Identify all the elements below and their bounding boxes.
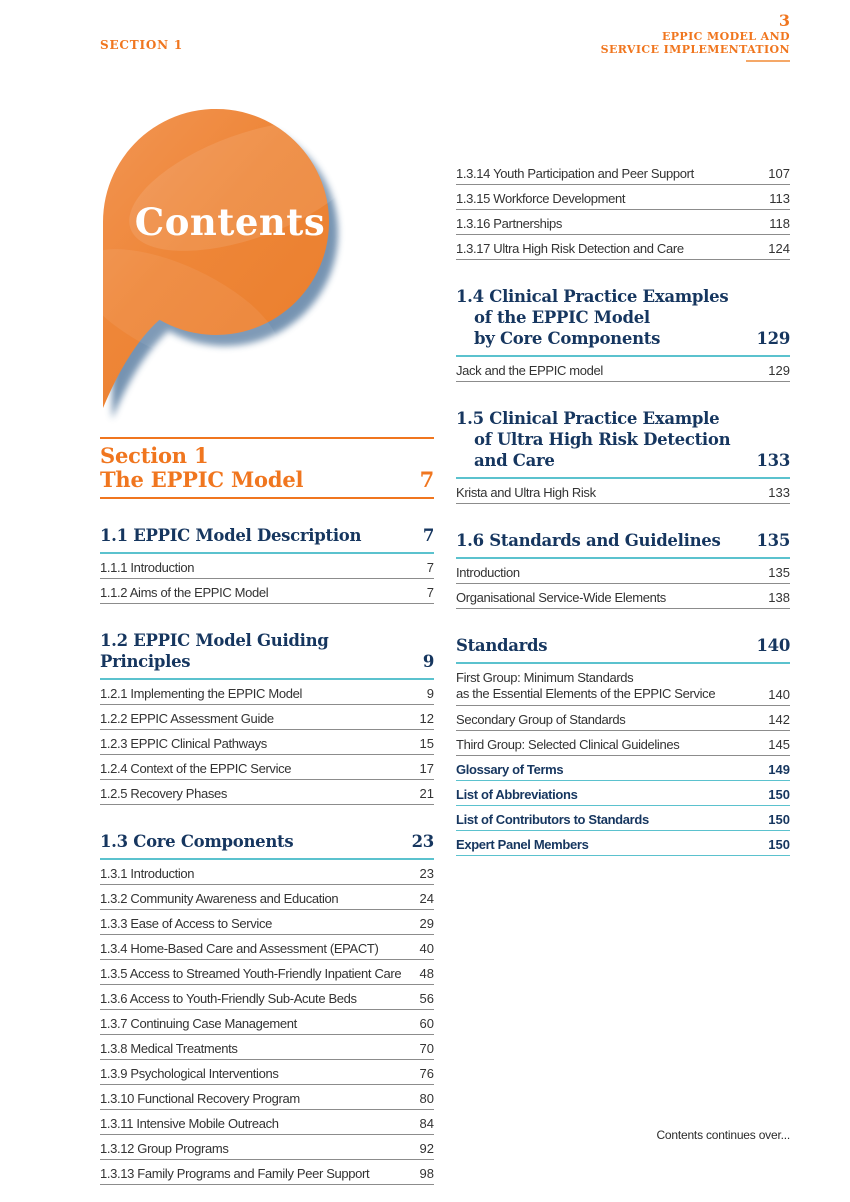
- toc-entry-page: 7: [426, 560, 434, 575]
- toc-entry: [456, 235, 790, 260]
- group-title-last-line: [100, 630, 434, 672]
- toc-entry: [456, 706, 790, 731]
- toc-group-heading: [100, 525, 434, 554]
- toc-entry-label: 1.3.10 Functional Recovery Program: [100, 1091, 300, 1106]
- toc-entry-page: 149: [768, 762, 790, 777]
- group-title-last-line: [456, 530, 790, 551]
- toc-entry: [456, 664, 790, 706]
- toc-entry-page: 133: [768, 485, 790, 500]
- document-title-line2: SERVICE IMPLEMENTATION: [600, 43, 790, 56]
- toc-entry: [100, 935, 434, 960]
- toc-entry-label: 1.3.13 Family Programs and Family Peer Support: [100, 1166, 370, 1181]
- toc-entry: [456, 357, 790, 382]
- toc-entry-label: 1.3.7 Continuing Case Management: [100, 1016, 297, 1031]
- toc-entry-label: 1.3.8 Medical Treatments: [100, 1041, 238, 1056]
- toc-entry: [456, 781, 790, 806]
- toc-entry: [456, 210, 790, 235]
- document-title-line1: EPPIC MODEL AND: [661, 30, 790, 43]
- toc-entry-page: 17: [419, 761, 434, 776]
- group-title-line: 1.1 EPPIC Model Description: [100, 526, 362, 545]
- toc-entry-page: 107: [768, 166, 790, 181]
- toc-entry-label: 1.2.3 EPPIC Clinical Pathways: [100, 736, 267, 751]
- toc-entry-label: Secondary Group of Standards: [456, 712, 626, 727]
- toc-entry-label: 1.3.4 Home-Based Care and Assessment (EPACT): [100, 941, 379, 956]
- toc-entry: [100, 1035, 434, 1060]
- group-title-line: 1.6 Standards and Guidelines: [456, 531, 721, 550]
- toc-entry-page: 124: [768, 241, 790, 256]
- toc-group: [456, 408, 790, 504]
- toc-entry: [456, 831, 790, 856]
- toc-entry: [456, 731, 790, 756]
- toc-entry-page: 118: [769, 216, 790, 231]
- section-title-line: Section 1: [100, 443, 209, 468]
- toc-entry-page: 60: [419, 1016, 434, 1031]
- group-page-number: 23: [411, 832, 434, 851]
- toc-entry: [100, 780, 434, 805]
- group-title-last-line: [100, 831, 434, 852]
- toc-entry-page: 9: [426, 686, 434, 701]
- group-page-number: 129: [756, 329, 790, 348]
- toc-entry-label: 1.3.15 Workforce Development: [456, 191, 626, 206]
- toc-entry-label: Introduction: [456, 565, 520, 580]
- toc-entry: [100, 1010, 434, 1035]
- section-title-line: The EPPIC Model: [100, 467, 304, 492]
- toc-entry-label-line: as the Essential Elements of the EPPIC Service: [456, 686, 716, 701]
- toc-group: [100, 831, 434, 1185]
- toc-group: [456, 530, 790, 609]
- toc-entry-page: 140: [768, 687, 790, 702]
- toc-entry-label: Krista and Ultra High Risk: [456, 485, 596, 500]
- toc-entry-page: 24: [419, 891, 434, 906]
- toc-entry: [100, 1060, 434, 1085]
- toc-entry-page: 113: [769, 191, 790, 206]
- header-section-label: SECTION 1: [100, 38, 184, 52]
- toc-entry-label: Glossary of Terms: [456, 762, 564, 777]
- toc-entry-page: 70: [419, 1041, 434, 1056]
- group-page-number: 9: [422, 652, 434, 671]
- toc-entry-page: 76: [419, 1066, 434, 1081]
- toc-entry: [456, 559, 790, 584]
- toc-entry-label: 1.3.1 Introduction: [100, 866, 195, 881]
- toc-group: [456, 635, 790, 856]
- toc-entry-page: 48: [419, 966, 434, 981]
- toc-entry-label: 1.3.9 Psychological Interventions: [100, 1066, 279, 1081]
- toc-entry: [100, 755, 434, 780]
- group-page-number: 135: [756, 531, 790, 550]
- toc-entry-page: 21: [419, 786, 434, 801]
- toc-entry-label: 1.3.17 Ultra High Risk Detection and Care: [456, 241, 684, 256]
- toc-entry-label: 1.2.5 Recovery Phases: [100, 786, 228, 801]
- toc-entry-page: 98: [419, 1166, 434, 1181]
- toc-entry-page: 23: [419, 866, 434, 881]
- toc-entry-page: 7: [426, 585, 434, 600]
- toc-entry: [100, 960, 434, 985]
- toc-group-heading: [456, 635, 790, 664]
- toc-entry-page: 135: [768, 565, 790, 580]
- toc-entry-label: 1.3.14 Youth Participation and Peer Support: [456, 166, 694, 181]
- toc-group-heading: [100, 630, 434, 680]
- toc-entry-page: 150: [768, 787, 790, 802]
- toc-entry: [100, 1135, 434, 1160]
- toc-entry: [456, 479, 790, 504]
- toc-group: [456, 160, 790, 260]
- toc-entry: [100, 1160, 434, 1185]
- group-title-line: of the EPPIC Model: [474, 308, 650, 327]
- toc-group: [456, 286, 790, 382]
- speech-bubble-graphic: [88, 96, 388, 426]
- toc-group: [100, 525, 434, 604]
- toc-group: [100, 630, 434, 805]
- toc-entry-label-line: First Group: Minimum Standards: [456, 670, 634, 685]
- toc-entry: [100, 730, 434, 755]
- toc-entry-label: 1.2.4 Context of the EPPIC Service: [100, 761, 292, 776]
- toc-entry-label: Third Group: Selected Clinical Guidelines: [456, 737, 680, 752]
- toc-entry-page: 40: [419, 941, 434, 956]
- toc-column-right: [456, 160, 790, 856]
- toc-entry-page: 92: [419, 1141, 434, 1156]
- group-page-number: 7: [422, 526, 434, 545]
- toc-entry-label: Jack and the EPPIC model: [456, 363, 603, 378]
- section-page-number: 7: [419, 467, 434, 492]
- toc-entry-label: List of Contributors to Standards: [456, 812, 649, 827]
- toc-entry: [100, 985, 434, 1010]
- toc-entry-label: [456, 670, 715, 702]
- toc-entry-label: 1.3.5 Access to Streamed Youth-Friendly Inpatient Care: [100, 966, 402, 981]
- toc-entry: [100, 1085, 434, 1110]
- group-title-line: Standards: [456, 636, 548, 655]
- header-underline: [746, 60, 790, 62]
- toc-entry-label: 1.3.11 Intensive Mobile Outreach: [100, 1116, 279, 1131]
- toc-entry-page: 56: [419, 991, 434, 1006]
- toc-entry-page: 15: [419, 736, 434, 751]
- toc-entry-page: 145: [768, 737, 790, 752]
- toc-entry: [100, 680, 434, 705]
- group-title-line: and Care: [474, 451, 555, 470]
- toc-entry-page: 12: [419, 711, 434, 726]
- group-title-last-line: [456, 328, 790, 349]
- toc-entry: [100, 910, 434, 935]
- section-title-last-line: [100, 468, 434, 492]
- group-title-last-line: [100, 525, 434, 546]
- group-page-number: 133: [756, 451, 790, 470]
- group-title-line: 1.3 Core Components: [100, 832, 294, 851]
- toc-entry-label: 1.3.6 Access to Youth-Friendly Sub-Acute Beds: [100, 991, 357, 1006]
- toc-entry: [100, 554, 434, 579]
- toc-entry-label: 1.3.2 Community Awareness and Education: [100, 891, 339, 906]
- group-title-line: by Core Components: [474, 329, 661, 348]
- toc-entry-page: 80: [419, 1091, 434, 1106]
- toc-entry: [100, 1110, 434, 1135]
- toc-entry-label: 1.2.1 Implementing the EPPIC Model: [100, 686, 302, 701]
- toc-entry-label: 1.3.3 Ease of Access to Service: [100, 916, 272, 931]
- toc-group-heading: [100, 831, 434, 860]
- toc-entry-label: 1.1.2 Aims of the EPPIC Model: [100, 585, 269, 600]
- toc-entry: [456, 584, 790, 609]
- toc-entry-page: 129: [768, 363, 790, 378]
- group-title-line: 1.4 Clinical Practice Examples: [456, 287, 729, 306]
- contents-bubble: [88, 96, 388, 426]
- toc-entry-label: 1.3.16 Partnerships: [456, 216, 563, 231]
- toc-entry-label: List of Abbreviations: [456, 787, 578, 802]
- toc-entry: [100, 885, 434, 910]
- toc-entry-page: 138: [768, 590, 790, 605]
- toc-entry: [100, 579, 434, 604]
- toc-entry: [100, 860, 434, 885]
- group-title-line: of Ultra High Risk Detection: [474, 430, 731, 449]
- toc-entry-page: 150: [768, 812, 790, 827]
- toc-entry-label: Organisational Service-Wide Elements: [456, 590, 666, 605]
- toc-entry: [456, 185, 790, 210]
- group-title-line: 1.2 EPPIC Model Guiding Principles: [100, 631, 329, 671]
- toc-entry-page: 150: [768, 837, 790, 852]
- toc-entry-label: Expert Panel Members: [456, 837, 589, 852]
- footer-continues-note: Contents continues over...: [656, 1128, 790, 1142]
- toc-group-heading: [456, 530, 790, 559]
- contents-title: Contents: [134, 200, 326, 244]
- group-page-number: 140: [756, 636, 790, 655]
- toc-entry: [456, 806, 790, 831]
- toc-entry: [456, 756, 790, 781]
- toc-group-heading: [456, 286, 790, 357]
- toc-section-header: [100, 437, 434, 499]
- page-number: 3: [778, 11, 790, 30]
- toc-entry-page: 29: [419, 916, 434, 931]
- toc-entry-label: 1.2.2 EPPIC Assessment Guide: [100, 711, 274, 726]
- toc-entry: [100, 705, 434, 730]
- toc-entry-page: 142: [768, 712, 790, 727]
- toc-column-left: [100, 437, 434, 1185]
- toc-group-heading: [456, 408, 790, 479]
- group-title-line: 1.5 Clinical Practice Example: [456, 409, 720, 428]
- toc-entry: [456, 160, 790, 185]
- toc-entry-page: 84: [419, 1116, 434, 1131]
- toc-entry-label: 1.3.12 Group Programs: [100, 1141, 229, 1156]
- header-right: [601, 12, 790, 62]
- toc-entry-label: 1.1.1 Introduction: [100, 560, 195, 575]
- group-title-last-line: [456, 635, 790, 656]
- group-title-last-line: [456, 450, 790, 471]
